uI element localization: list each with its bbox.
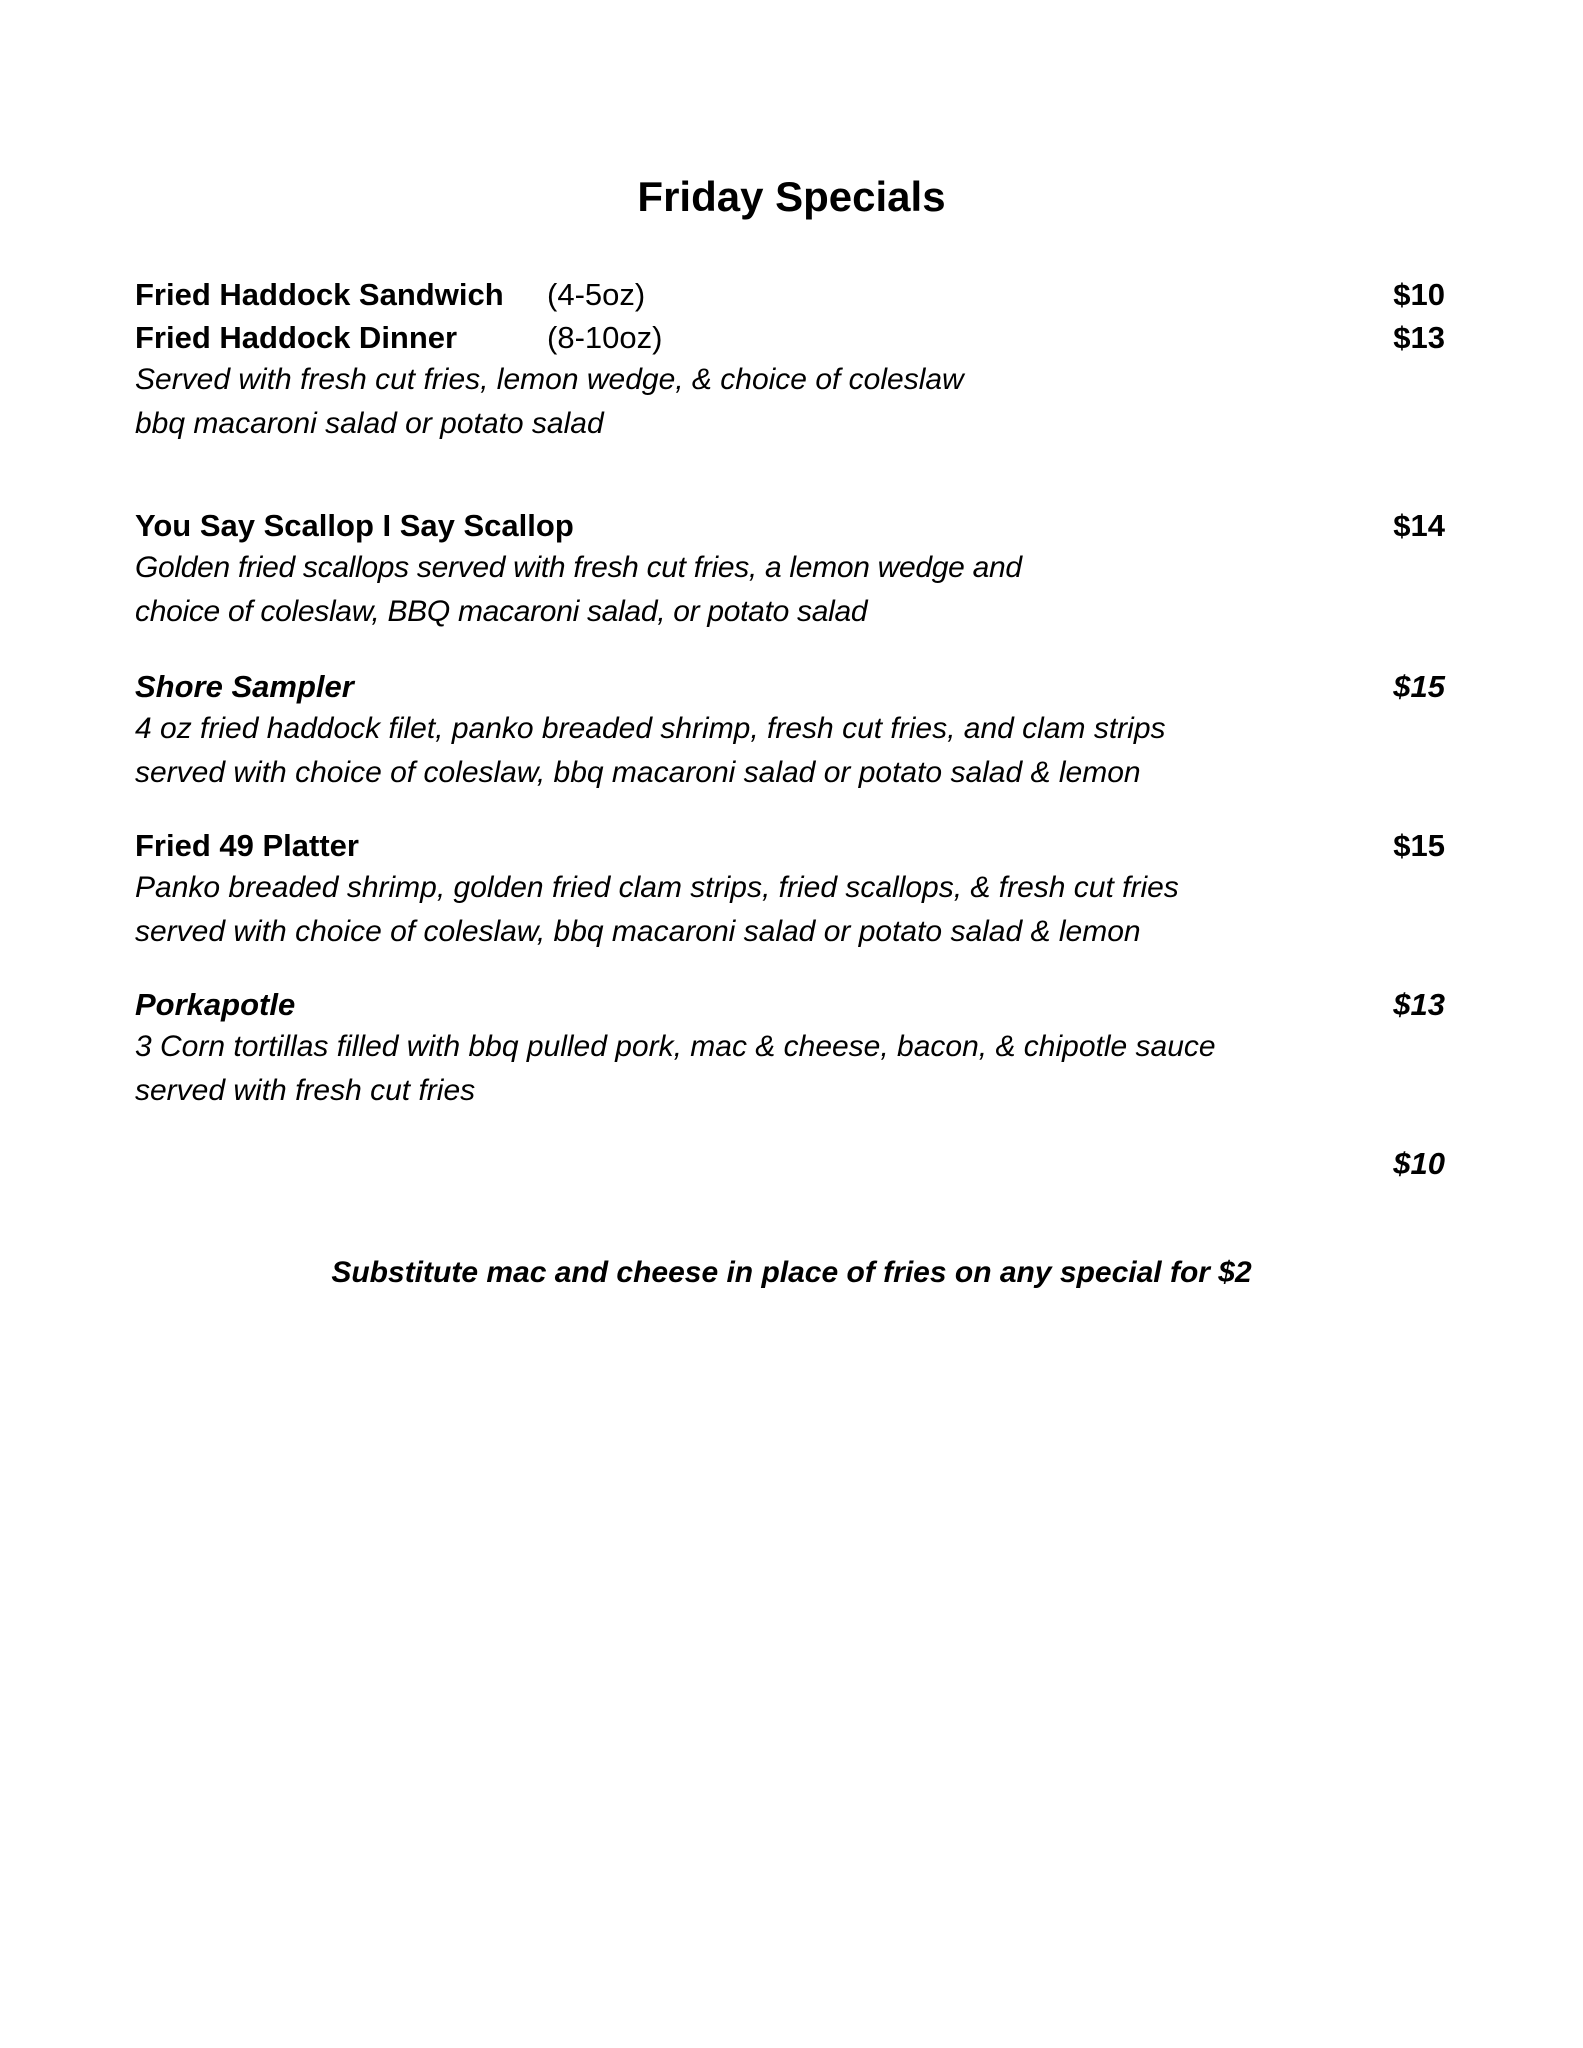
page-title: Friday Specials <box>637 173 946 220</box>
item-description-line: 4 oz fried haddock filet, panko breaded shrimp, fresh cut fries, and clam strips <box>135 712 1166 745</box>
item-price: $13 <box>1393 987 1445 1022</box>
item-description-line: choice of coleslaw, BBQ macaroni salad, or potato salad <box>135 595 868 628</box>
extra-price: $10 <box>1393 1146 1445 1181</box>
item-portion: (4-5oz) <box>547 277 646 312</box>
item-description-line: served with choice of coleslaw, bbq macaroni salad or potato salad & lemon <box>135 915 1141 948</box>
item-description-line: Served with fresh cut fries, lemon wedge, & choice of coleslaw <box>135 363 964 396</box>
footer-note: Substitute mac and cheese in place of fries on any special for $2 <box>331 1256 1252 1289</box>
menu-item-fried-haddock-sandwich <box>135 274 1445 316</box>
item-price: $15 <box>1393 828 1445 863</box>
item-description <box>135 358 1385 446</box>
item-description-line: served with choice of coleslaw, bbq macaroni salad or potato salad & lemon <box>135 756 1141 789</box>
item-description <box>135 546 1385 634</box>
item-name: You Say Scallop I Say Scallop <box>135 508 574 543</box>
item-description <box>135 707 1385 795</box>
menu-item-you-say-scallop <box>135 505 1445 547</box>
item-portion: (8-10oz) <box>547 320 663 355</box>
item-name: Fried 49 Platter <box>135 828 359 863</box>
item-name: Fried Haddock Sandwich <box>135 277 504 312</box>
extra-price-row <box>135 1143 1445 1185</box>
item-description <box>135 866 1385 954</box>
item-price: $10 <box>1393 277 1445 312</box>
item-description-line: Panko breaded shrimp, golden fried clam strips, fried scallops, & fresh cut fries <box>135 871 1179 904</box>
item-description-line: Golden fried scallops served with fresh cut fries, a lemon wedge and <box>135 551 1022 584</box>
item-price: $14 <box>1393 508 1445 543</box>
menu-item-shore-sampler <box>135 666 1445 708</box>
item-price: $15 <box>1393 669 1445 704</box>
item-description-line: bbq macaroni salad or potato salad <box>135 407 604 440</box>
item-name: Shore Sampler <box>135 669 354 704</box>
item-price: $13 <box>1393 320 1445 355</box>
menu-item-fried-49-platter <box>135 825 1445 867</box>
item-name: Fried Haddock Dinner <box>135 320 458 355</box>
menu-item-fried-haddock-dinner <box>135 317 1445 359</box>
item-description-line: served with fresh cut fries <box>135 1074 476 1107</box>
menu-item-porkapotle <box>135 984 1445 1026</box>
item-description <box>135 1025 1385 1113</box>
item-description-line: 3 Corn tortillas filled with bbq pulled pork, mac & cheese, bacon, & chipotle sauce <box>135 1030 1216 1063</box>
item-name: Porkapotle <box>135 987 296 1022</box>
